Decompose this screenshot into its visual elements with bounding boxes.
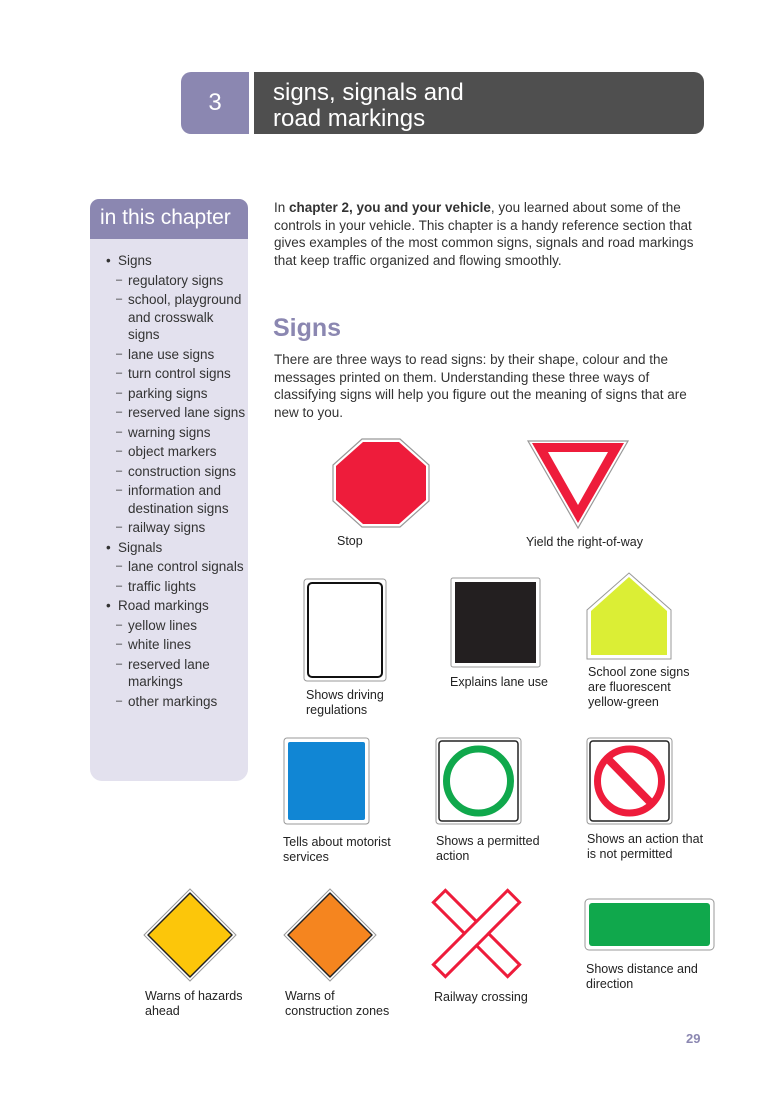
sidebar-heading: in this chapter: [90, 199, 248, 239]
toc-subsection-item: – information and destination signs: [106, 482, 246, 517]
toc-subsection-item: – parking signs: [106, 385, 246, 403]
construction-caption: Warns of construction zones: [285, 989, 390, 1018]
intro-chapter-reference: chapter 2, you and your vehicle: [289, 200, 491, 215]
toc-subsection-item: – warning signs: [106, 424, 246, 442]
toc-section-item: • Road markings: [106, 597, 246, 615]
railway-caption: Railway crossing: [434, 990, 528, 1004]
school-zone-caption: School zone signs are fluorescent yellow-green: [588, 665, 690, 709]
construction-sign-icon: [283, 888, 377, 982]
intro-paragraph: [274, 199, 694, 269]
toc-subsection-item: – railway signs: [106, 519, 246, 537]
yield-sign-icon: [526, 439, 630, 530]
school-zone-sign-icon: [586, 572, 672, 660]
toc-section-item: • Signs: [106, 252, 246, 270]
chapter-contents-list: [106, 250, 246, 710]
toc-subsection-item: – turn control signs: [106, 365, 246, 383]
toc-subsection-item: – traffic lights: [106, 578, 246, 596]
toc-section-item: • Signals: [106, 539, 246, 557]
page-number: 29: [686, 1031, 701, 1046]
green-guide-sign-icon: [584, 898, 715, 951]
toc-subsection-item: – object markers: [106, 443, 246, 461]
white-regulatory-sign-icon: [303, 578, 387, 682]
permitted-action-sign-icon: [435, 737, 522, 825]
toc-subsection-item: – regulatory signs: [106, 272, 246, 290]
black-lane-use-sign-icon: [450, 577, 541, 668]
stop-sign-icon: [332, 438, 430, 528]
not-permitted-caption: Shows an action that is not permitted: [587, 832, 704, 861]
hazard-caption: Warns of hazards ahead: [145, 989, 243, 1018]
toc-subsection-item: – reserved lane markings: [106, 656, 246, 691]
signs-heading: Signs: [273, 314, 342, 342]
intro-suffix: , you learned about some of the controls in your vehicle. This chapter is a handy reference section that gives examples of the most common signs, signals and road markings that keep traffic organized and flowing smoothly.: [274, 200, 694, 268]
chapter-title-line-1: signs, signals and: [273, 79, 464, 106]
chapter-number: 3: [181, 72, 249, 134]
yield-caption: Yield the right-of-way: [526, 535, 643, 549]
blue-services-sign-icon: [283, 737, 370, 825]
permitted-caption: Shows a permitted action: [436, 834, 540, 863]
toc-subsection-item: – white lines: [106, 636, 246, 654]
toc-subsection-item: – school, playground and crosswalk signs: [106, 291, 246, 344]
white-sign-caption: Shows driving regulations: [306, 688, 384, 717]
blue-sign-caption: Tells about motorist services: [283, 835, 391, 864]
stop-caption: Stop: [337, 534, 363, 548]
toc-subsection-item: – construction signs: [106, 463, 246, 481]
signs-paragraph: There are three ways to read signs: by their shape, colour and the messages printed on them. Understanding these three ways of classifying signs will help you figure out the meaning of signs that are new to you.: [274, 352, 687, 420]
intro-prefix: In: [274, 200, 290, 215]
toc-subsection-item: – lane control signals: [106, 558, 246, 576]
toc-subsection-item: – reserved lane signs: [106, 404, 246, 422]
hazard-warning-sign-icon: [143, 888, 237, 982]
railway-crossing-sign-icon: [432, 889, 521, 978]
toc-subsection-item: – lane use signs: [106, 346, 246, 364]
chapter-title: [254, 72, 704, 134]
chapter-title-line-2: road markings: [273, 105, 426, 132]
toc-subsection-item: – other markings: [106, 693, 246, 711]
green-sign-caption: Shows distance and direction: [586, 962, 698, 991]
black-sign-caption: Explains lane use: [450, 675, 548, 689]
not-permitted-sign-icon: [586, 737, 673, 825]
toc-subsection-item: – yellow lines: [106, 617, 246, 635]
